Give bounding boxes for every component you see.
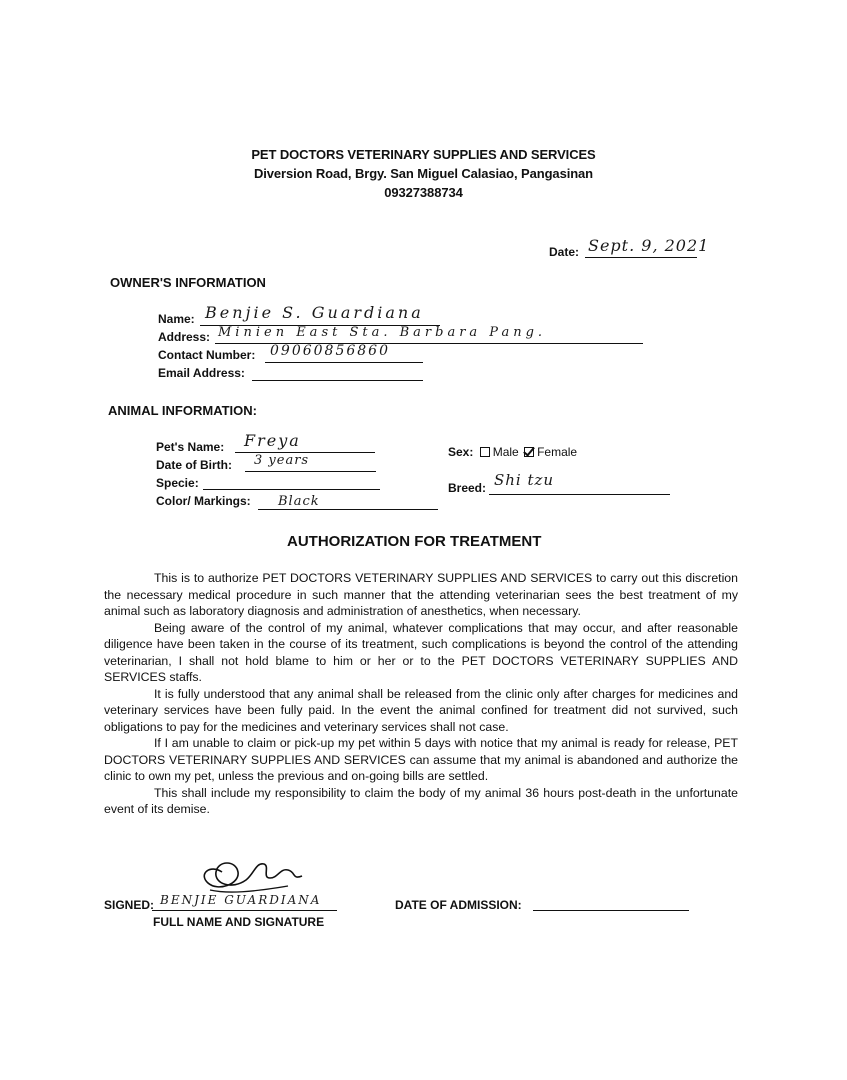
admission-line bbox=[533, 910, 689, 911]
authorization-body bbox=[104, 570, 738, 818]
male-option-label: Male bbox=[492, 445, 519, 459]
owner-contact-line bbox=[265, 362, 423, 363]
signature-line bbox=[152, 910, 337, 911]
female-checkbox[interactable] bbox=[524, 447, 534, 457]
owner-contact-value[interactable]: 09060856860 bbox=[270, 343, 390, 359]
signature-caption: FULL NAME AND SIGNATURE bbox=[153, 915, 325, 929]
owner-contact-label: Contact Number: bbox=[158, 348, 256, 362]
owner-address-label: Address: bbox=[158, 330, 211, 344]
dob-line bbox=[245, 471, 376, 472]
male-checkbox[interactable] bbox=[480, 447, 490, 457]
authorization-paragraph: It is fully understood that any animal shall be released from the clinic only after charges for medicines and veterinary services have been fully paid. In the event the animal confined for treatment did not survived, such obligations to pay for the medicines and veterinary services shall not case. bbox=[104, 686, 738, 734]
breed-label: Breed: bbox=[448, 481, 487, 495]
authorization-paragraph: Being aware of the control of my animal, whatever complications that may occur, and after reasonable diligence have been taken in the course of its treatment, such complications is beyond the control of the attending veterinarian, I shall not hold blame to him or her or to the PET DOCTORS VETERINARY SUPPLIES AND SERVICES staffs. bbox=[104, 620, 738, 684]
female-option-label: Female bbox=[537, 445, 578, 459]
breed-line bbox=[489, 494, 670, 495]
date-line bbox=[585, 257, 697, 258]
signed-label: SIGNED: bbox=[104, 898, 155, 912]
authorization-paragraph: If I am unable to claim or pick-up my pet within 5 days with notice that my animal is ready for release, PET DOCTORS VETERINARY SUPPLIES AND SERVICES can assume that my animal is abandoned and authorize the clinic to own my pet, unless the previous and on-going bills are settled. bbox=[104, 736, 738, 783]
owner-email-line bbox=[252, 380, 423, 381]
breed-value[interactable]: Shi tzu bbox=[494, 471, 555, 489]
specie-line bbox=[203, 489, 380, 490]
color-value[interactable]: Black bbox=[278, 494, 320, 509]
sex-label: Sex: bbox=[448, 445, 474, 459]
color-label: Color/ Markings: bbox=[156, 494, 251, 508]
specie-label: Specie: bbox=[156, 476, 199, 490]
owner-name-value[interactable]: Benjie S. Guardiana bbox=[205, 303, 424, 322]
owner-email-label: Email Address: bbox=[158, 366, 245, 380]
authorization-title: AUTHORIZATION FOR TREATMENT bbox=[287, 533, 542, 550]
business-address: Diversion Road, Brgy. San Miguel Calasiao, Pangasinan bbox=[253, 166, 594, 181]
animal-section-title: ANIMAL INFORMATION: bbox=[108, 403, 257, 418]
owner-name-label: Name: bbox=[158, 312, 195, 326]
signed-name[interactable]: BENJIE GUARDIANA bbox=[160, 893, 322, 907]
pet-name-label: Pet's Name: bbox=[156, 440, 225, 454]
dob-label: Date of Birth: bbox=[156, 458, 232, 472]
business-phone: 09327388734 bbox=[384, 185, 463, 200]
owner-address-value[interactable]: Minien East Sta. Barbara Pang. bbox=[218, 325, 547, 340]
authorization-paragraph: This shall include my responsibility to claim the body of my animal 36 hours post-death in the unfortunate event of its demise. bbox=[104, 785, 738, 816]
owner-section-title: OWNER'S INFORMATION bbox=[110, 275, 266, 290]
date-value: Sept. 9, 2021 bbox=[588, 236, 710, 255]
pet-name-value[interactable]: Freya bbox=[244, 431, 301, 450]
business-name: PET DOCTORS VETERINARY SUPPLIES AND SERVICES bbox=[251, 147, 596, 162]
date-label: Date: bbox=[549, 245, 580, 259]
sex-field bbox=[448, 445, 577, 459]
color-line bbox=[258, 509, 438, 510]
dob-value[interactable]: 3 years bbox=[254, 453, 310, 468]
authorization-paragraph: This is to authorize PET DOCTORS VETERINARY SUPPLIES AND SERVICES to carry out this discretion the necessary medical procedure in such manner that the attending veterinarian sees the best treatment of my animal such as laboratory diagnosis and administration of anesthetics, when necessary. bbox=[104, 571, 738, 618]
admission-label: DATE OF ADMISSION: bbox=[395, 898, 522, 912]
